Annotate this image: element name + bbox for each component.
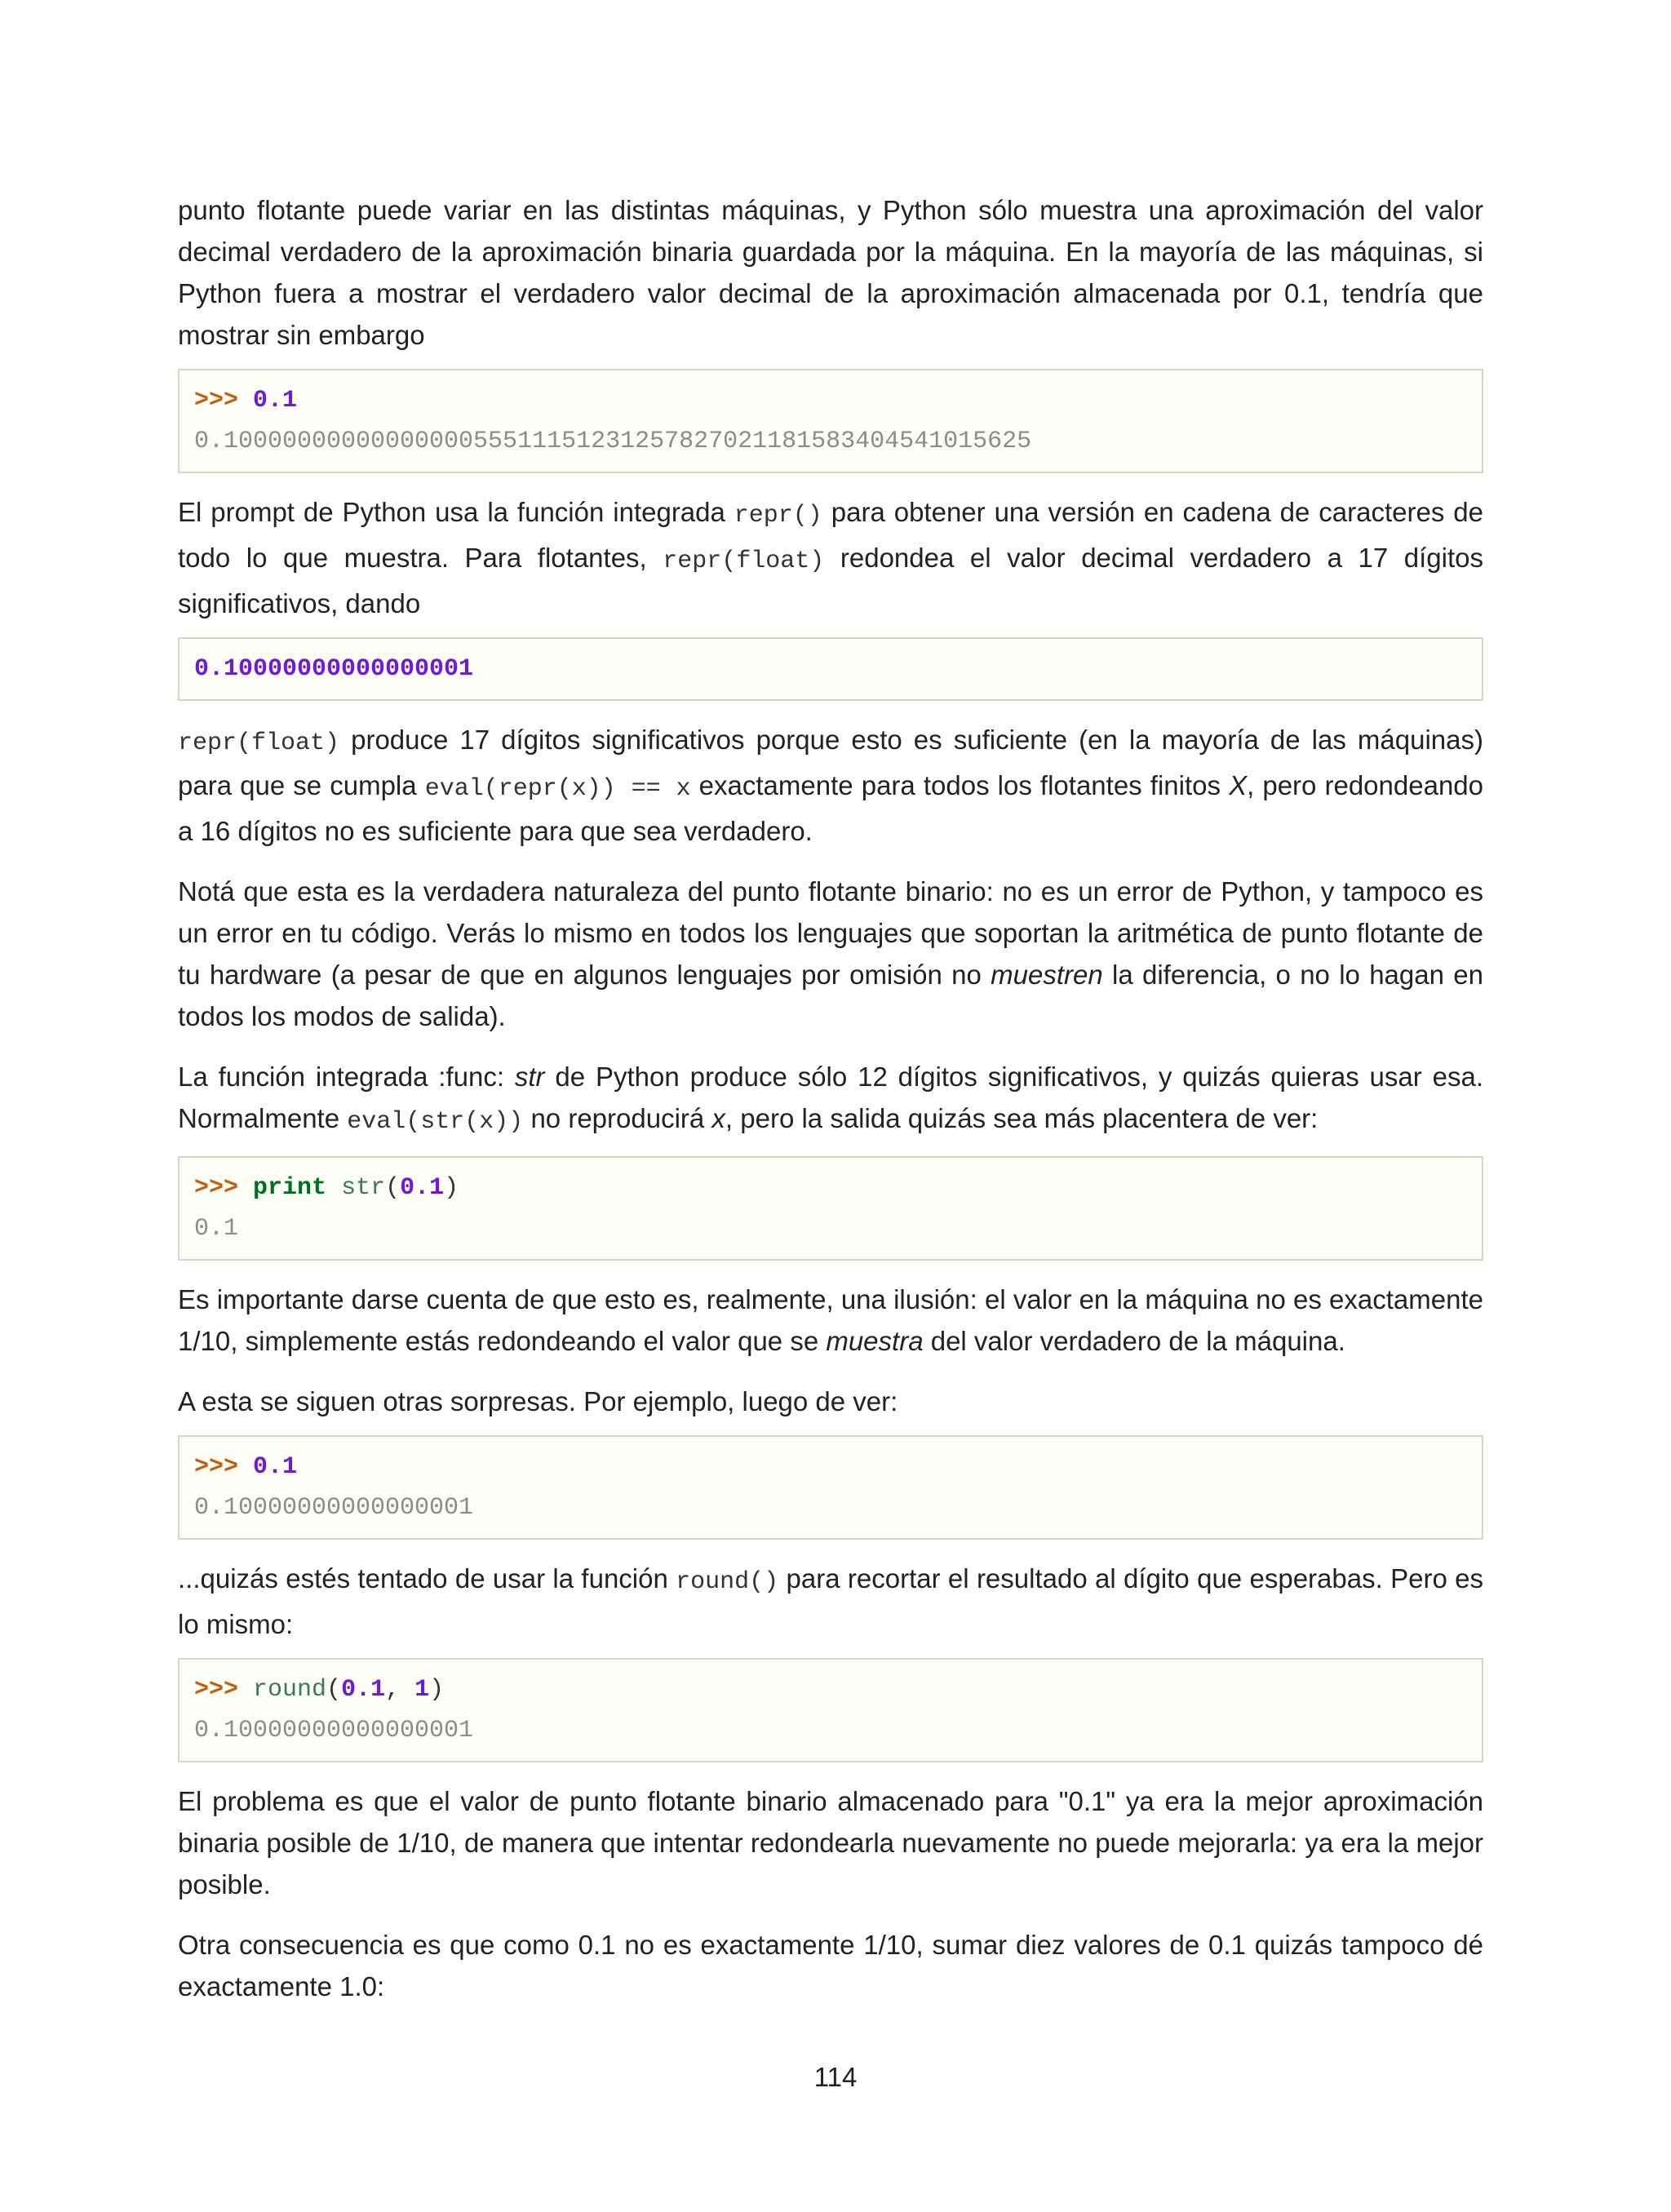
paragraph: repr(float) produce 17 dígitos significativos porque esto es suficiente (en la mayoría de las máquinas) para que se cumpla eval(repr(x)) == x exactamente para todos los flotantes finitos X, pero redondeando a 16 dígitos no es suficiente para que sea verdadero. (178, 725, 1484, 846)
inline-code: repr() (734, 502, 822, 530)
code-output: 0.1 (194, 1215, 239, 1243)
code-prompt: >>> (194, 1676, 239, 1704)
paragraph: El prompt de Python usa la función integrada repr() para obtener una versión en cadena de caracteres de todo lo que muestra. Para flotantes, repr(float) redondea el valor decimal verdadero a 17 dígitos significativos, dando (178, 497, 1483, 618)
inline-code: eval(str(x)) (347, 1108, 524, 1136)
inline-code: round() (676, 1568, 779, 1596)
code-block (178, 1435, 1483, 1540)
code-input: 0.1 (253, 387, 298, 414)
inline-code: eval(repr(x)) == x (424, 775, 691, 803)
code-output: 0.10000000000000001 (194, 1717, 474, 1744)
code-builtin: round (253, 1676, 327, 1704)
code-block (178, 637, 1483, 701)
paragraph: A esta se siguen otras sorpresas. Por ejemplo, luego de ver: (178, 1386, 898, 1416)
code-block (178, 369, 1483, 473)
inline-code: repr(float) (663, 547, 825, 575)
paragraph: Notá que esta es la verdadera naturaleza del punto flotante binario: no es un error de Python, y tampoco es un error en tu código. Verás lo mismo en todos los lenguajes que soportan la aritmética de punto flotante de tu hardware (a pesar de que en algunos lenguajes por omisión no muestren la diferencia, o no lo hagan en todos los modos de salida). (178, 876, 1483, 1031)
page-number: 114 (813, 2062, 858, 2092)
code-keyword: print (253, 1174, 327, 1202)
code-prompt: >>> (194, 387, 239, 414)
paragraph: La función integrada :func: str de Python produce sólo 12 dígitos significativos, y quizás quieras usar esa. Normalmente eval(str(x)) no reproducirá x, pero la salida quizás sea más placentera de ver: (178, 1062, 1483, 1136)
code-output: 0.1000000000000000055511151231257827021181583404541015625 (194, 428, 1032, 455)
code-prompt: >>> (194, 1174, 239, 1202)
code-block: >>> round(0.1, 1) 0.10000000000000001 (178, 1658, 1483, 1762)
code-output: 0.10000000000000001 (194, 655, 474, 683)
code-block: >>> print str(0.1) 0.1 (178, 1156, 1483, 1261)
code-builtin: str (341, 1174, 386, 1202)
code-output: 0.10000000000000001 (194, 1494, 474, 1522)
paragraph: punto flotante puede variar en las distintas máquinas, y Python sólo muestra una aproximación del valor decimal verdadero de la aproximación binaria guardada por la máquina. En la mayoría de las máquinas, si Python fuera a mostrar el verdadero valor decimal de la aproximación almacenada por 0.1, tendría que mostrar sin embargo (178, 195, 1483, 350)
page-content (178, 189, 1483, 2007)
code-input: 0.1 (253, 1453, 298, 1481)
code-prompt: >>> (194, 1453, 239, 1481)
paragraph: ...quizás estés tentado de usar la función round() para recortar el resultado al dígito que esperabas. Pero es lo mismo: (178, 1563, 1483, 1639)
paragraph: El problema es que el valor de punto flotante binario almacenado para "0.1" ya era la mejor aproximación binaria posible de 1/10, de manera que intentar redondearla nuevamente no puede mejorarla: ya era la mejor posible. (178, 1786, 1483, 1899)
paragraph: Otra consecuencia es que como 0.1 no es exactamente 1/10, sumar diez valores de 0.1 quizás tampoco dé exactamente 1.0: (178, 1930, 1483, 2001)
paragraph: Es importante darse cuenta de que esto es, realmente, una ilusión: el valor en la máquina no es exactamente 1/10, simplemente estás redondeando el valor que se muestra del valor verdadero de la máquina. (178, 1284, 1483, 1356)
inline-code: repr(float) (178, 729, 340, 757)
